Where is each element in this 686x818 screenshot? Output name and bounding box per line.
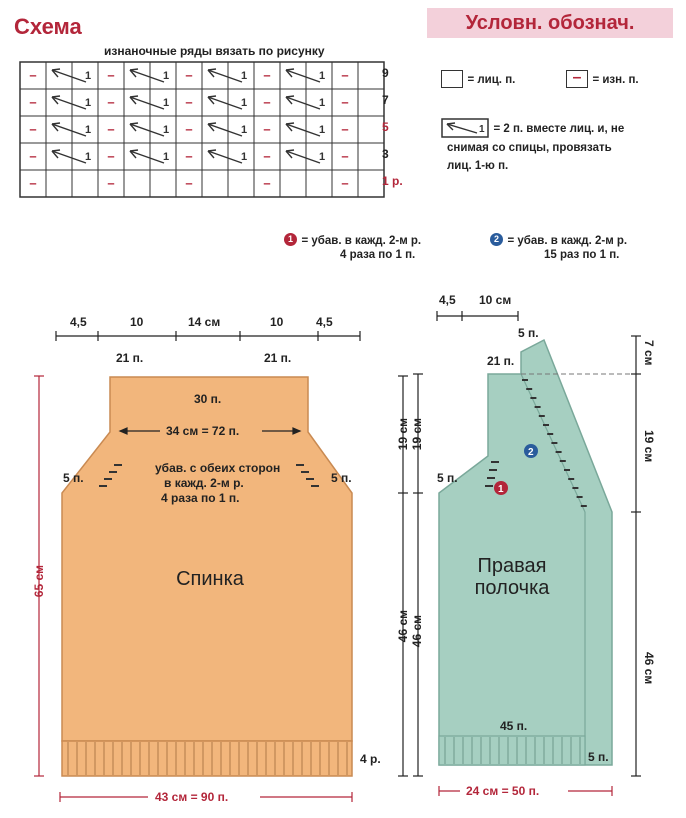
back-dim-2: 10 (130, 315, 144, 329)
front-ribbing (439, 736, 585, 765)
back-decrease-3: 4 раза по 1 п. (161, 491, 240, 505)
back-dim-4: 10 (270, 315, 284, 329)
decrease-cell: 1 (318, 70, 326, 82)
schema-subtitle: изнаночные ряды вязать по рисунку (104, 44, 325, 58)
decrease-cell: 1 (84, 124, 92, 136)
note-1-line2: 4 раза по 1 п. (340, 249, 416, 261)
purl-cell: – (341, 67, 349, 83)
purl-cell: – (263, 175, 271, 191)
marker-2-icon: 2 (490, 233, 503, 246)
purl-cell: – (185, 67, 193, 83)
purl-cell: – (107, 94, 115, 110)
decrease-cell: 1 (318, 124, 326, 136)
legend-knit: = лиц. п. (441, 70, 515, 89)
purl-cell: – (263, 94, 271, 110)
row-label-9: 9 (382, 66, 389, 80)
back-bottom-width: 43 см = 90 п. (155, 790, 229, 804)
decrease-cell: 1 (84, 70, 92, 82)
back-width-mid: 34 см = 72 п. (166, 424, 240, 438)
purl-cell: – (107, 148, 115, 164)
decrease-cell: 1 (162, 151, 170, 163)
decrease-cell: 1 (240, 124, 248, 136)
legend-decrease-line2: снимая со спицы, провязать (447, 142, 612, 154)
purl-cell: – (29, 148, 37, 164)
front-piece (439, 340, 612, 765)
purl-cell: – (263, 148, 271, 164)
row-label-1: 1 р. (382, 174, 403, 188)
svg-text:1: 1 (479, 124, 485, 135)
front-shoulder: 21 п. (487, 354, 515, 368)
front-name-1: Правая (477, 555, 547, 577)
decrease-cell: 1 (318, 151, 326, 163)
front-right-armhole: 19 см (642, 430, 656, 463)
purl-cell: – (29, 121, 37, 137)
front-collar-5p: 5 п. (518, 326, 539, 340)
back-dim-1: 4,5 (70, 315, 87, 329)
note-2-line2: 15 раз по 1 п. (544, 249, 620, 261)
front-dim-2: 10 см (479, 293, 512, 307)
purl-cell: – (185, 121, 193, 137)
front-collar-height: 7 см (642, 340, 656, 366)
legend-purl: – = изн. п. (566, 70, 639, 89)
decrease-cell: 1 (84, 151, 92, 163)
legend-title: Условн. обознач. (427, 8, 673, 38)
front-bottom-45p: 45 п. (500, 719, 528, 733)
purl-cell: – (29, 175, 37, 191)
back-ribbing (62, 741, 352, 776)
legend-decrease-line3: лиц. 1-ю п. (447, 160, 509, 172)
back-right-shoulder: 21 п. (264, 351, 292, 365)
purl-cell: – (107, 121, 115, 137)
purl-cell: – (29, 67, 37, 83)
front-body-right: 46 см (642, 652, 656, 685)
back-decrease-2: в кажд. 2-м р. (164, 476, 244, 490)
decrease-cell: 1 (162, 97, 170, 109)
front-left-5p: 5 п. (437, 471, 458, 485)
front-bottom-width: 24 см = 50 п. (466, 784, 540, 798)
decrease-cell: 1 (162, 124, 170, 136)
decrease-cell: 1 (240, 97, 248, 109)
back-name: Спинка (176, 568, 244, 590)
svg-text:2: 2 (528, 447, 534, 458)
back-dim-3: 14 см (188, 315, 221, 329)
purl-cell: – (341, 175, 349, 191)
purl-cell: – (341, 148, 349, 164)
purl-stitch-icon: – (566, 70, 588, 88)
front-body-left: 46 см (410, 615, 424, 648)
decrease-cell: 1 (84, 97, 92, 109)
note-1: 1 = убав. в кажд. 2-м р. (284, 231, 421, 250)
purl-cell: – (29, 94, 37, 110)
back-neck: 30 п. (194, 392, 222, 406)
purl-cell: – (185, 94, 193, 110)
purl-cell: – (263, 67, 271, 83)
row-label-3: 3 (382, 147, 389, 161)
purl-cell: – (341, 121, 349, 137)
purl-cell: – (185, 148, 193, 164)
row-label-5: 5 (382, 120, 389, 134)
purl-cell: – (263, 121, 271, 137)
back-left-shoulder: 21 п. (116, 351, 144, 365)
back-rib-rows: 4 р. (360, 752, 381, 766)
legend-decrease: 1 = 2 п. вместе лиц. и, не (441, 118, 671, 138)
svg-text:1: 1 (498, 484, 504, 495)
back-left-5p: 5 п. (63, 471, 84, 485)
purl-cell: – (341, 94, 349, 110)
decrease-cell: 1 (240, 151, 248, 163)
back-body-height: 46 см (396, 610, 410, 643)
back-height: 65 см (32, 565, 46, 598)
purl-cell: – (107, 175, 115, 191)
purl-cell: – (107, 67, 115, 83)
decrease-cell: 1 (318, 97, 326, 109)
back-right-5p: 5 п. (331, 471, 352, 485)
schema-title: Схема (14, 14, 82, 39)
front-bottom-5p: 5 п. (588, 750, 609, 764)
front-dim-1: 4,5 (439, 293, 456, 307)
back-dim-5: 4,5 (316, 315, 333, 329)
row-label-7: 7 (382, 93, 389, 107)
decrease-cell: 1 (162, 70, 170, 82)
front-name-2: полочка (474, 577, 550, 599)
back-armhole-height: 19 см (396, 418, 410, 451)
marker-1-icon: 1 (284, 233, 297, 246)
back-decrease-1: убав. с обеих сторон (155, 461, 281, 475)
front-armhole: 19 см (410, 418, 424, 451)
note-2: 2 = убав. в кажд. 2-м р. (490, 231, 627, 250)
decrease-cell: 1 (240, 70, 248, 82)
purl-cell: – (185, 175, 193, 191)
